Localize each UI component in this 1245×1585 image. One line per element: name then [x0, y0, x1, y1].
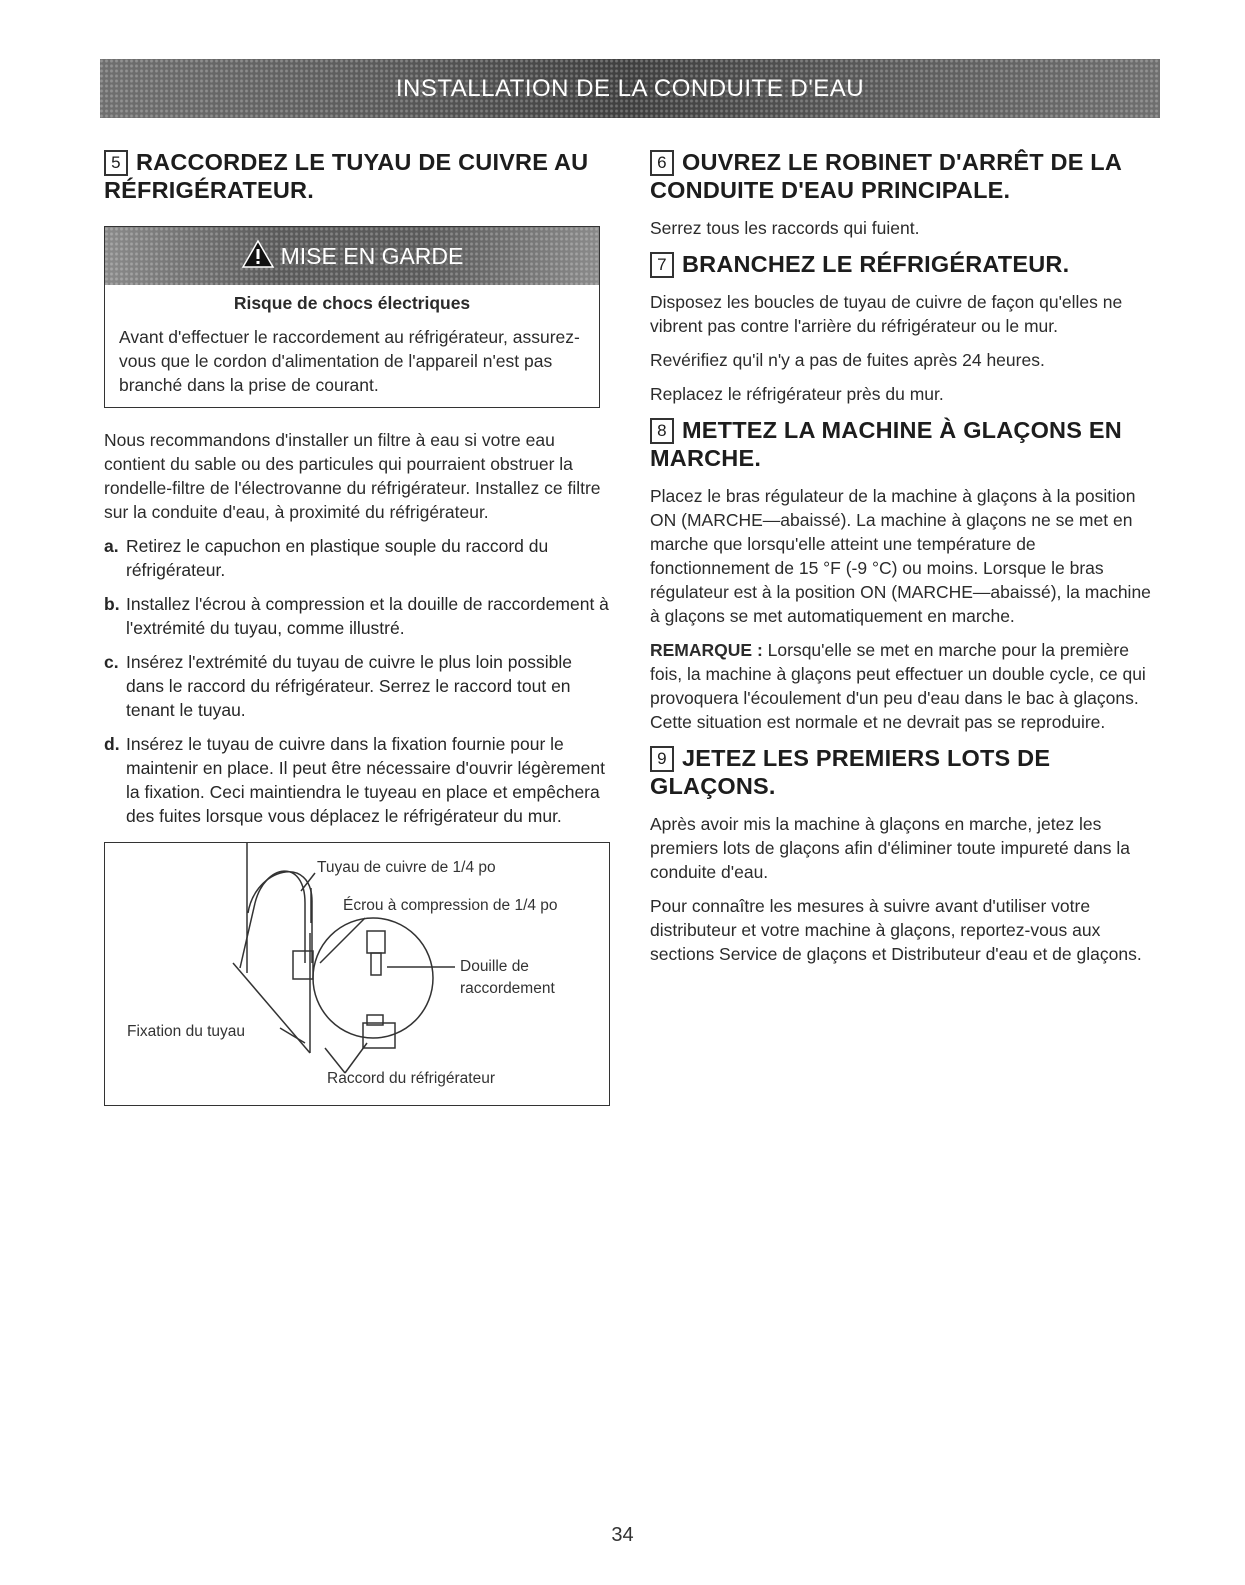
label-copper-tube: Tuyau de cuivre de 1/4 po — [317, 859, 496, 876]
step-6-text: Serrez tous les raccords qui fuient. — [650, 218, 920, 238]
label-tube-clamp: Fixation du tuyau — [127, 1023, 246, 1040]
step-9-title: JETEZ LES PREMIERS LOTS DE GLAÇONS. — [650, 745, 1051, 799]
right-column — [650, 148, 1155, 976]
instruction-list — [104, 534, 614, 828]
step-7-text-2: Revérifiez qu'il n'y a pas de fuites après 24 heures. — [650, 350, 1045, 370]
step-number-icon: 5 — [104, 150, 128, 176]
warning-text: Avant d'effectuer le raccordement au réfrigérateur, assurez-vous que le cordon d'alimentation de l'appareil n'est pas branché dans la prise de courant. — [119, 327, 580, 395]
list-item: a. Retirez le capuchon en plastique souple du raccord du réfrigérateur. — [104, 536, 549, 580]
warning-triangle-icon — [241, 239, 281, 274]
warning-title: MISE EN GARDE — [280, 242, 464, 269]
note-text: Lorsqu'elle se met en marche pour la première fois, la machine à glaçons peut effectuer un double cycle, ce qui provoquera l'écoulement d'un peu d'eau dans le bac à glaçons. Cette situation est normale et ne devrait pas se reproduire. — [650, 640, 1146, 732]
step-8-title: METTEZ LA MACHINE À GLAÇONS EN MARCHE. — [650, 417, 1122, 471]
step-7-title: BRANCHEZ LE RÉFRIGÉRATEUR. — [682, 251, 1070, 277]
step-8-heading — [650, 416, 1155, 472]
warning-subtitle: Risque de chocs électriques — [233, 293, 471, 313]
step-5-intro: Nous recommandons d'installer un filtre à eau si votre eau contient du sable ou des particules qui pourraient obstruer la rondelle-filtre de l'électrovanne du réfrigérateur. Installez ce filtre sur la conduite d'eau, à proximité du réfrigérateur. — [104, 430, 601, 522]
step-number-icon: 9 — [650, 746, 674, 772]
list-item: c. Insérez l'extrémité du tuyau de cuivre le plus loin possible dans le raccord du réfrigérateur. Serrez le raccord tout en tenant le tuyau. — [104, 652, 572, 720]
connection-diagram — [104, 842, 610, 1106]
warning-box — [104, 226, 600, 408]
list-item: b. Installez l'écrou à compression et la douille de raccordement à l'extrémité du tuyau, comme illustré. — [104, 594, 609, 638]
note-label: REMARQUE : — [650, 640, 763, 660]
diagram-drawing — [105, 843, 609, 1105]
label-refrigerator-fitting: Raccord du réfrigérateur — [327, 1070, 495, 1087]
step-9-text-1: Après avoir mis la machine à glaçons en marche, jetez les premiers lots de glaçons afin d'éliminer toute impureté dans la conduite d'eau. — [650, 814, 1130, 882]
warning-header — [105, 227, 599, 285]
step-8-note — [650, 638, 1155, 734]
section-title: INSTALLATION DE LA CONDUITE D'EAU — [395, 74, 865, 102]
step-number-icon: 7 — [650, 252, 674, 278]
step-7-heading — [650, 250, 1155, 278]
label-compression-nut: Écrou à compression de 1/4 po — [343, 897, 558, 914]
step-9-heading — [650, 744, 1155, 800]
step-7-text-3: Replacez le réfrigérateur près du mur. — [650, 384, 944, 404]
step-5-heading — [104, 148, 614, 204]
step-9-text-2: Pour connaître les mesures à suivre avant d'utiliser votre distributeur et votre machine à glaçons, reportez-vous aux sections Service de glaçons et Distributeur d'eau et de glaçons. — [650, 896, 1142, 964]
label-sleeve-2: raccordement — [460, 980, 555, 997]
step-number-icon: 6 — [650, 150, 674, 176]
page-number: 34 — [611, 1524, 634, 1546]
step-6-heading — [650, 148, 1155, 204]
label-sleeve-1: Douille de — [460, 958, 529, 975]
step-8-text: Placez le bras régulateur de la machine à glaçons à la position ON (MARCHE—abaissé). La machine à glaçons ne se met en marche que lorsqu'elle atteint une température de fonctionnement de 15 °F (-9 °C) ou moins. Lorsque le bras régulateur est à la position ON (MARCHE—abaissé), la machine à glaçons se met automatiquement en marche. — [650, 486, 1151, 626]
step-7-text-1: Disposez les boucles de tuyau de cuivre de façon qu'elles ne vibrent pas contre l'arrière du réfrigérateur ou le mur. — [650, 292, 1123, 336]
section-banner — [100, 59, 1160, 118]
step-number-icon: 8 — [650, 418, 674, 444]
step-6-title: OUVREZ LE ROBINET D'ARRÊT DE LA CONDUITE D'EAU PRINCIPALE. — [650, 149, 1122, 203]
step-5-title: RACCORDEZ LE TUYAU DE CUIVRE AU RÉFRIGÉRATEUR. — [104, 149, 589, 203]
left-column — [104, 148, 614, 1106]
list-item: d. Insérez le tuyau de cuivre dans la fixation fournie pour le maintenir en place. Il peut être nécessaire d'ouvrir légèrement la fixation. Ceci maintiendra le tuyeau en place et empêchera des fuites lorsque vous déplacez le réfrigérateur du mur. — [104, 734, 606, 826]
